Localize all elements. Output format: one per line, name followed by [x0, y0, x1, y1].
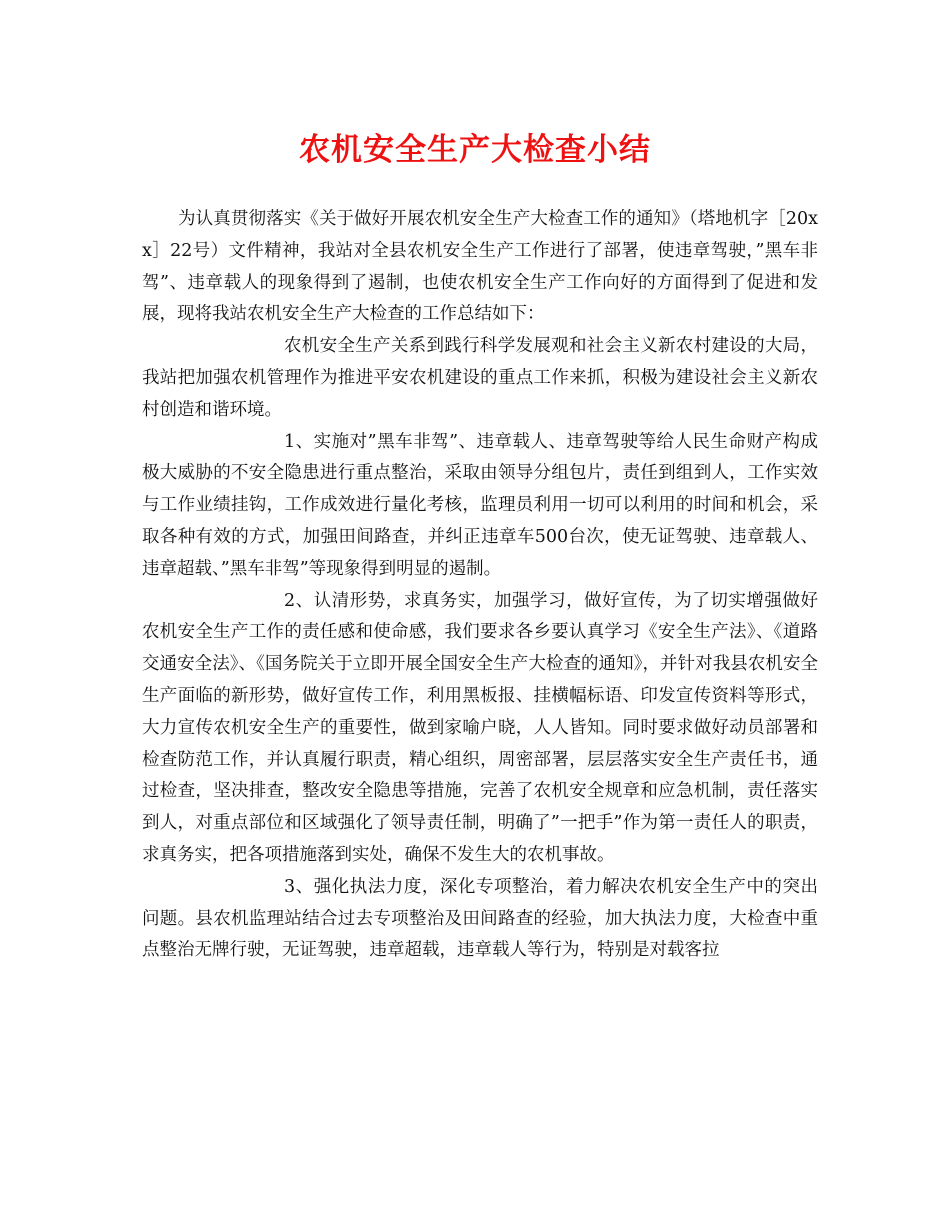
document-body	[142, 204, 818, 967]
document-title: 农机安全生产大检查小结	[299, 132, 651, 168]
paragraph-item-2: 2、认清形势，求真务实，加强学习，做好宣传，为了切实增强做好农机安全生产工作的责任感和使命感，我们要求各乡要认真学习《安全生产法》、《道路交通安全法》、《国务院关于立即开展全国安全生产大检查的通知》，并针对我县农机安全生产面临的新形势，做好宣传工作，利用黑板报、挂横幅标语、印发宣传资料等形式，大力宣传农机安全生产的重要性，做到家喻户晓，人人皆知。同时要求做好动员部署和检查防范工作，并认真履行职责，精心组织，周密部署，层层落实安全生产责任书，通过检查，坚决排查，整改安全隐患等措施，完善了农机安全规章和应急机制，责任落实到人，对重点部位和区域强化了领导责任制，明确了”一把手”作为第一责任人的职责，求真务实，把各项措施落到实处，确保不发生大的农机事故。	[142, 590, 818, 865]
paragraph-item-3: 3、强化执法力度，深化专项整治，着力解决农机安全生产中的突出问题。县农机监理站结合过去专项整治及田间路查的经验，加大执法力度，大检查中重点整治无牌行驶，无证驾驶，违章超载，违章载人等行为，特别是对载客拉	[142, 876, 818, 961]
paragraph-item-1: 1、实施对”黑车非驾”、违章载人、违章驾驶等给人民生命财产构成极大威胁的不安全隐患进行重点整治，采取由领导分组包片，责任到组到人，工作实效与工作业绩挂钩，工作成效进行量化考核，监理员利用一切可以利用的时间和机会，采取各种有效的方式，加强田间路查，并纠正违章车500台次，使无证驾驶、违章载人、违章超载、”黑车非驾”等现象得到明显的遏制。	[142, 431, 818, 579]
paragraph-intro: 为认真贯彻落实《关于做好开展农机安全生产大检查工作的通知》（塔地机字［20xx］22号）文件精神，我站对全县农机安全生产工作进行了部署，使违章驾驶，”黑车非驾”、违章载人的现象得到了遏制，也使农机安全生产工作向好的方面得到了促进和发展，现将我站农机安全生产大检查的工作总结如下：	[142, 209, 818, 325]
paragraph-overview: 农机安全生产关系到践行科学发展观和社会主义新农村建设的大局，我站把加强农机管理作为推进平安农机建设的重点工作来抓，积极为建设社会主义新农村创造和谐环境。	[142, 336, 818, 420]
